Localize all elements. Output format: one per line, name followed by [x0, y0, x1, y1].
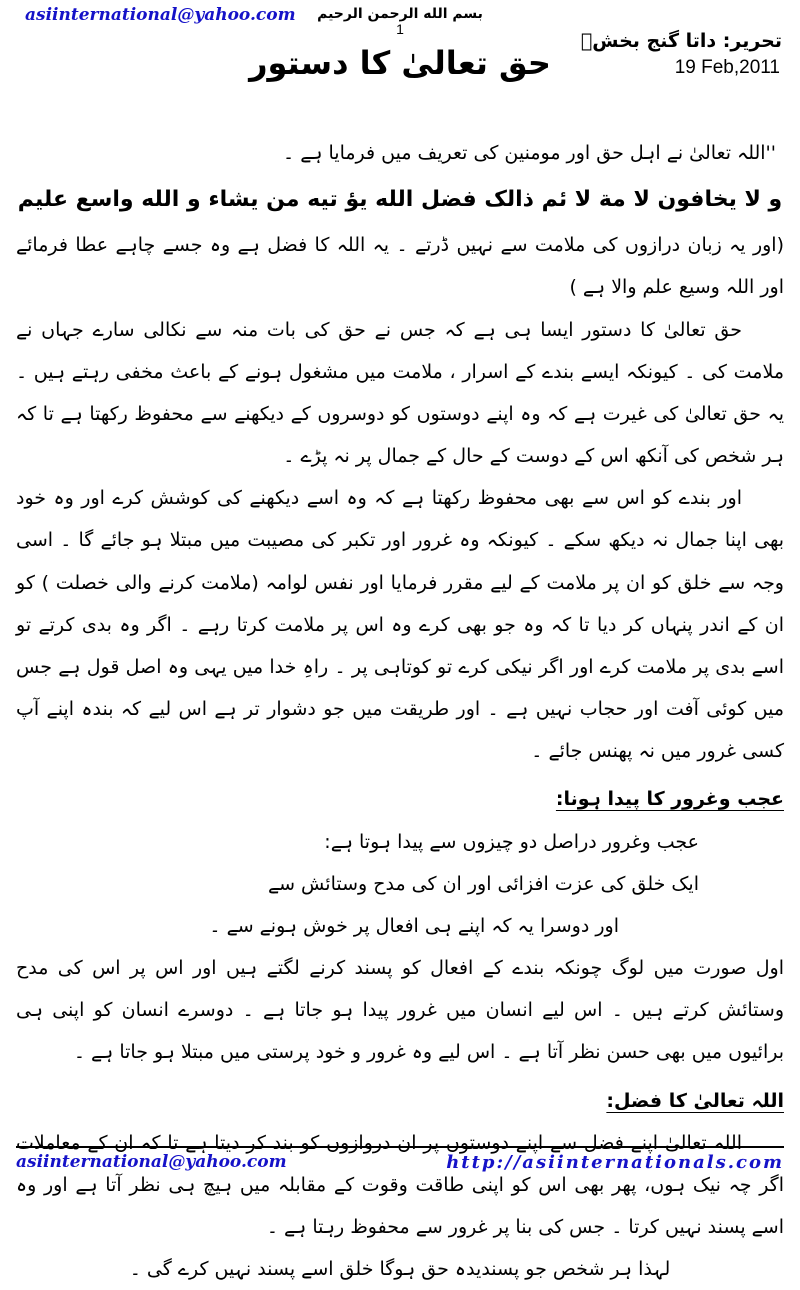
page-title: حق تعالیٰ کا دستور: [249, 44, 551, 82]
writer-line: تحریر: داتا گنج بخشؒ: [580, 30, 782, 52]
quran-verse: و لا یخافون لا مة لا ئم ذالک فضل الله یؤ تیه من یشاء و الله واسع علیم: [17, 187, 783, 213]
header-email-link[interactable]: asiinternational@yahoo.com: [25, 5, 296, 25]
bismillah-text: بسم الله الرحمن الرحيم: [317, 6, 483, 22]
footer-bar: [16, 1146, 784, 1173]
paragraph-4: اللہ تعالیٰ اپنے فضل سے اپنے دوستوں پر ان دروازوں کو بند کر دیتا ہے تا کہ ان کے معاملات اگر چہ نیک ہوں، پھر بھی اس کو اپنی طاقت وقوت کے مقابلہ میں ہیچ ہی نظر آتا ہے اور وہ اسے پسند نہیں کرتا ۔ جس کی بنا پر غرور سے محفوظ رہتا ہے ۔: [16, 1131, 784, 1239]
closing-line: لہذا ہر شخص جو پسندیدہ حق ہوگا خلق اسے پسند نہیں کرے گی ۔: [129, 1258, 671, 1281]
document-body: [16, 132, 784, 1290]
section-heading-pride-origin: عجب وغرور کا پیدا ہونا:: [555, 788, 784, 811]
pride-cause-2: اور دوسرا یہ کہ اپنے ہی افعال پر خوش ہونے سے ۔: [209, 914, 619, 937]
paragraph-2: اور بندے کو اس سے بھی محفوظ رکھتا ہے کہ وہ اسے دیکھنے کی کوشش کرے اور وہ خود بھی اپنا جمال نہ دیکھ سکے ۔ کیونکہ وہ غرور اور تکبر کی مصیبت میں مبتلا ہو جائے گا ۔ اسی وجہ سے خلق کو ان پر ملامت کے لیے مقرر فرمایا اور نفس لوامہ (ملامت کرنے والی خصلت ) کو ان کے اندر پنہاں کر دیا تا کہ وہ جو بھی کرے وہ اس پر ملامت کرتا رہے ۔ اگر وہ بدی کرتے تو اسے بدی پر ملامت کرے اور اگر نیکی کرے تو کوتاہی پر ۔ راہِ خدا میں یہی وہ اصل قول ہے جس میں کوئی آفت اور حجاب نہیں ہے ۔ اور طریقت میں جو دشوار تر ہے اس لیے کہ بندہ اپنے آپ کسی غرور میں نہ پھنس جائے ۔: [16, 487, 784, 763]
footer-website-link[interactable]: http://asiinternationals.com: [446, 1152, 784, 1173]
paragraph-3: اول صورت میں لوگ چونکہ بندے کے افعال کو پسند کرنے لگتے ہیں اور اس پر اس کی مدح وستائش کرتے ہیں ۔ اس لیے انسان میں غرور پیدا ہو جاتا ہے ۔ دوسرے انسان کو اپنی ہی برائیوں میں بھی حسن نظر آتا ہے ۔ اس لیے وہ غرور و خود پرستی میں مبتلا ہو جاتا ہے ۔: [16, 957, 784, 1064]
pride-cause-1: ایک خلق کی عزت افزائی اور ان کی مدح وستائش سے: [267, 872, 699, 895]
paragraph-1: حق تعالیٰ کا دستور ایسا ہی ہے کہ جس نے حق کی بات منہ سے نکالی سارے جہاں نے ملامت کی ۔ کیونکہ ایسے بندے کے اسرار ، ملامت میں مشغول ہونے کے باعث مخفی رہتے ہیں ۔ یہ حق تعالیٰ کی غیرت ہے کہ وہ اپنے دوستوں کو دوسروں کے دیکھنے سے محفوظ رکھتا ہے تا کہ ہر شخص کی آنکھ اس کے دوست کے حال کے جمال پر نہ پڑے ۔: [16, 318, 784, 468]
intro-quote-line: ''اللہ تعالیٰ نے اہل حق اور مومنین کی تعریف میں فرمایا ہے ۔: [283, 142, 776, 164]
date-text: 19 Feb,2011: [674, 57, 780, 78]
footer-email-link[interactable]: asiinternational@yahoo.com: [16, 1152, 287, 1172]
page-number: 1: [396, 21, 404, 37]
section-heading-allah-fazl: اللہ تعالیٰ کا فضل:: [606, 1089, 784, 1112]
verse-translation: (اور یہ زبان درازوں کی ملامت سے نہیں ڈرتے ۔ یہ اللہ کا فضل ہے وہ جسے چاہے عطا فرمائے اور اللہ وسیع علم والا ہے ): [16, 234, 784, 299]
pride-intro-line: عجب وغرور دراصل دو چیزوں سے پیدا ہوتا ہے:: [324, 830, 699, 853]
